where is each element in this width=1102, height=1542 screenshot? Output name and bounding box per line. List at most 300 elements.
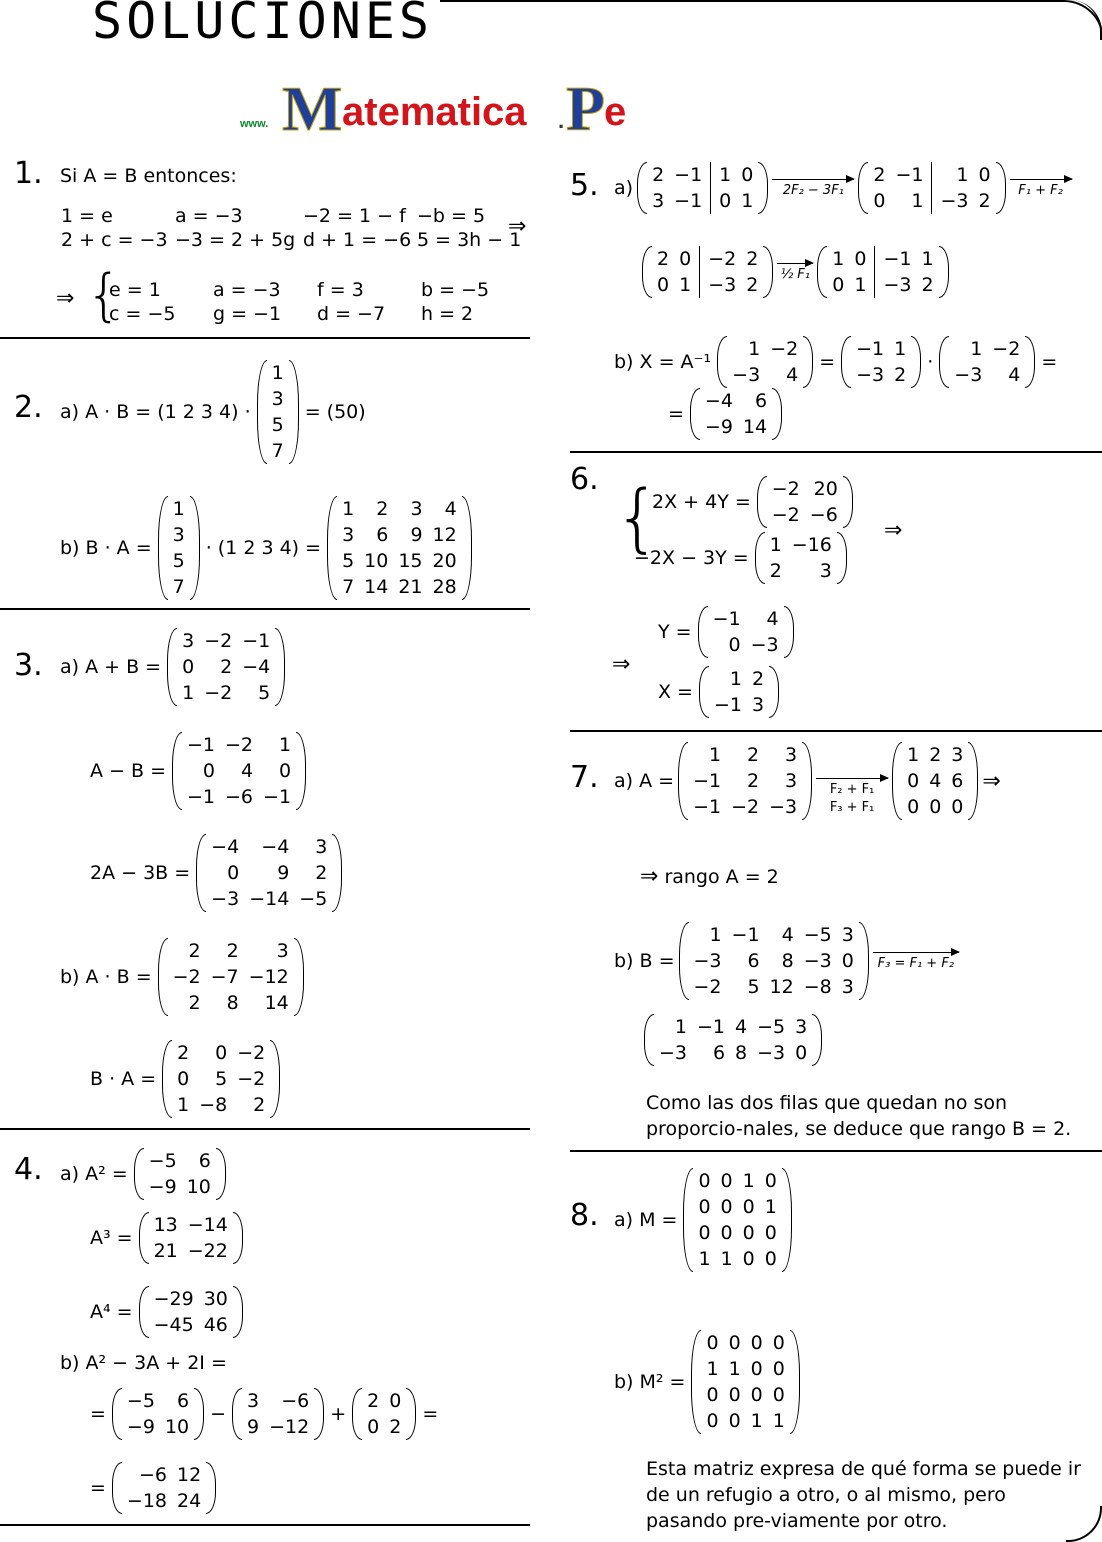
matrix-cell: −29	[153, 1288, 194, 1310]
matrix-cell: −3	[732, 364, 761, 386]
matrix-cell: −1	[712, 608, 741, 630]
matrix	[162, 1040, 280, 1118]
matrix-cell: 1	[772, 1410, 785, 1432]
matrix-cell: −6	[225, 786, 254, 808]
left-brace: {	[86, 263, 122, 328]
matrix-cell: 14	[364, 576, 389, 598]
matrix-cell: 2	[978, 190, 991, 212]
section-8-a: a) M = 0 0 1 0 0 0 0 1 0 0 0 0 1 1 0 0	[614, 1168, 792, 1272]
matrix-cell: 0	[182, 656, 195, 678]
matrix-cell: 2	[747, 770, 760, 792]
section-4-b-label: b) A² − 3A + 2I =	[60, 1352, 227, 1374]
matrix-cell: 3	[182, 630, 195, 652]
matrix-cell: −9	[704, 416, 733, 438]
section-4-number: 4.	[14, 1152, 43, 1187]
matrix-cell: 1	[729, 668, 742, 690]
matrix-cell: 1	[709, 924, 722, 946]
matrix	[717, 336, 813, 388]
section-4-b-expansion: = −5 6 −9 10 − 3 −6 9 −12 + 2 0 0 2 =	[90, 1390, 439, 1438]
section-3-ab: b) A · B = 2 2 3 −2 −7 −12 2 8 14	[60, 938, 304, 1016]
matrix-cell: 2	[367, 1390, 380, 1412]
matrix-cell: −3	[803, 950, 832, 972]
matrix-cell: 6	[755, 390, 768, 412]
matrix-cell: −2	[731, 796, 760, 818]
matrix-cell: −3	[954, 364, 983, 386]
matrix-cell: 1	[172, 498, 185, 520]
matrix-cell: 0	[742, 1196, 755, 1218]
matrix-cell: 14	[742, 416, 768, 438]
section-7-b: b) B = 1 −1 4 −5 3 −3 6 8 −3 0 −2 5 12 −8 3 F₃ = F₁ + F₂	[614, 922, 959, 1000]
section-3-linear: 2A − 3B = −4 −4 3 0 9 2 −3 −14 −5	[90, 834, 342, 912]
augmented-matrix	[637, 162, 768, 214]
matrix	[139, 1286, 243, 1338]
matrix-cell: −1	[693, 796, 722, 818]
matrix-cell: 1	[182, 682, 195, 704]
matrix-cell: 3	[785, 770, 798, 792]
matrix-cell: −2	[771, 504, 800, 526]
matrix-cell: −1	[731, 924, 760, 946]
product-matrix	[327, 496, 472, 600]
matrix-cell: −2	[992, 338, 1021, 360]
matrix-cell: 0	[750, 1332, 763, 1354]
matrix-cell: 2	[253, 1094, 266, 1116]
matrix-cell: −1	[890, 162, 932, 188]
matrix-cell: 14	[264, 992, 289, 1014]
matrix-cell: 2	[747, 744, 760, 766]
section-6-x: X = 1 2 −1 3	[658, 666, 779, 718]
matrix-cell: 4	[929, 770, 942, 792]
matrix	[939, 336, 1035, 388]
section-2-a: a) A · B = (1 2 3 4) · 1 3 5 7 = (50)	[60, 362, 366, 462]
matrix-cell: 4	[735, 1016, 748, 1038]
matrix-cell: 1	[708, 744, 722, 766]
matrix-cell: 5	[271, 414, 284, 436]
matrix-cell: 1	[728, 1358, 741, 1380]
matrix-cell: −2	[204, 630, 233, 652]
matrix-cell: 2	[746, 274, 759, 296]
matrix-cell: 4	[781, 924, 794, 946]
matrix-cell: 3	[342, 524, 355, 546]
matrix-cell: 9	[247, 1416, 260, 1438]
row-operation-arrow: 2F₂ − 3F₁	[772, 179, 854, 198]
section-1-solutions: e = 1 a = −3 f = 3 b = −5 c = −5 g = −1 d = −7 h = 2	[109, 279, 490, 325]
section-7-b-result	[644, 1014, 822, 1066]
matrix-cell: 0	[750, 1358, 763, 1380]
section-2-number: 2.	[14, 390, 43, 425]
matrix-cell: 0	[706, 1410, 719, 1432]
matrix-cell: 28	[432, 576, 457, 598]
matrix-cell: −3	[693, 950, 722, 972]
matrix-cell: 4	[240, 760, 254, 782]
matrix-cell: −4	[261, 836, 290, 858]
matrix	[691, 1330, 799, 1434]
matrix-cell: 2	[389, 1416, 402, 1438]
matrix-cell: 2	[873, 164, 886, 186]
matrix-cell: 3	[819, 560, 832, 582]
row-operation-arrow: F₁ + F₂	[1010, 179, 1072, 198]
matrix-cell: 5	[747, 976, 760, 998]
matrix-cell: −5	[803, 924, 832, 946]
matrix	[892, 742, 978, 820]
matrix-cell: −1	[242, 630, 271, 652]
matrix-cell: 2	[315, 862, 328, 884]
section-4-a2: a) A² = −5 6 −9 10	[60, 1148, 226, 1200]
matrix-cell: 0	[720, 1170, 733, 1192]
matrix-cell: 3	[410, 498, 423, 520]
matrix-cell: 2	[746, 248, 759, 270]
matrix-cell: −1	[697, 1016, 726, 1038]
matrix-cell: 1	[769, 534, 782, 556]
matrix-cell: 0	[929, 796, 942, 818]
matrix-cell: −4	[242, 656, 271, 678]
matrix	[755, 532, 847, 584]
matrix	[196, 834, 342, 912]
matrix-cell: 0	[698, 1170, 711, 1192]
matrix-cell: 5	[215, 1068, 228, 1090]
matrix-cell: 0	[873, 190, 886, 212]
matrix-cell: 8	[226, 992, 239, 1014]
matrix-cell: 13	[153, 1214, 178, 1236]
matrix	[232, 1388, 324, 1440]
matrix-cell: 0	[227, 862, 240, 884]
matrix-cell: 1	[907, 744, 920, 766]
divider	[0, 608, 530, 610]
matrix-cell: 4	[1008, 364, 1021, 386]
row-operation-arrow: ½ F₁	[777, 263, 813, 282]
column-matrix	[158, 496, 200, 600]
matrix-cell: 0	[706, 1332, 719, 1354]
matrix-cell: 0	[720, 1196, 733, 1218]
matrix-cell: −18	[126, 1490, 168, 1512]
matrix	[352, 1388, 416, 1440]
matrix-cell: 21	[398, 576, 423, 598]
section-4-b-result: = −6 12 −18 24	[90, 1462, 216, 1514]
matrix-cell: 0	[728, 1332, 741, 1354]
matrix-cell: 1	[720, 1248, 733, 1270]
section-8-text: Esta matriz expresa de qué forma se puede ir de un refugio a otro, o al mismo, pero pasando pre-viamente por otro.	[646, 1458, 1081, 1532]
matrix-cell: 1	[342, 498, 355, 520]
matrix-cell: 1	[832, 248, 845, 270]
matrix-cell: 1	[750, 1410, 763, 1432]
matrix	[683, 1168, 791, 1272]
matrix-cell: 0	[849, 246, 875, 272]
matrix-cell: 6	[951, 770, 964, 792]
matrix-cell: 1	[698, 1248, 711, 1270]
matrix-cell: 1	[177, 1094, 190, 1116]
matrix-cell: 0	[907, 796, 920, 818]
matrix-cell: 10	[186, 1176, 211, 1198]
matrix-cell: −2	[204, 682, 233, 704]
matrix-cell: 1	[748, 338, 761, 360]
matrix	[167, 628, 285, 706]
section-2-b: b) B · A = 1 3 5 7 · (1 2 3 4) = 1 2 3 4 3 6 9 12 5 10 15 20 7 14 21 28	[60, 496, 472, 600]
matrix-cell: 21	[153, 1240, 178, 1262]
matrix-cell: 8	[781, 950, 794, 972]
matrix-cell: 2	[652, 164, 665, 186]
matrix-cell: 0	[841, 950, 854, 972]
section-6-eq1: 2X + 4Y = −2 20 −2 −6	[652, 476, 853, 528]
matrix-cell: 0	[389, 1390, 402, 1412]
matrix	[678, 742, 812, 820]
section-5-a-step2	[642, 246, 949, 298]
matrix-cell: 0	[202, 760, 216, 782]
matrix-cell: 5	[258, 682, 271, 704]
divider	[570, 730, 1102, 732]
matrix-cell: 12	[769, 976, 794, 998]
section-8-b: b) M² = 0 0 0 0 1 1 0 0 0 0 0 0 0 0 1 1	[614, 1330, 800, 1434]
matrix-cell: 0	[706, 1384, 719, 1406]
matrix-cell: −5	[757, 1016, 786, 1038]
matrix-cell: −2	[771, 478, 800, 500]
matrix-cell: 0	[657, 274, 670, 296]
section-1-intro: Si A = B entonces:	[60, 165, 237, 187]
matrix-cell: 2	[188, 940, 201, 962]
section-7-text: Como las dos filas que quedan no son proporcio-nales, se deduce que rango B = 2.	[646, 1092, 1072, 1140]
matrix-cell: −8	[803, 976, 832, 998]
matrix-cell: 6	[376, 524, 389, 546]
section-5-a-step1: a) 2 −1 1 0 3 −1 0 1 2F₂ − 3F₁ 2 −1 1 0 0 1 −3 2 F₁ + F₂	[614, 162, 1072, 214]
matrix-cell: 0	[215, 1042, 228, 1064]
matrix-cell: 0	[795, 1042, 808, 1064]
matrix-cell: 30	[203, 1288, 228, 1310]
matrix-cell: 46	[203, 1314, 228, 1336]
matrix-cell: 1	[764, 1196, 777, 1218]
matrix-cell: −2	[237, 1068, 266, 1090]
matrix-cell: 3	[785, 744, 798, 766]
matrix-cell: 0	[832, 274, 845, 296]
matrix-cell: −5	[148, 1150, 177, 1172]
matrix-cell: 4	[444, 498, 457, 520]
matrix	[698, 606, 794, 658]
matrix-cell: −6	[139, 1464, 168, 1486]
page-corner-frame	[440, 0, 1102, 40]
matrix-cell: −1	[883, 248, 912, 270]
matrix-cell: 12	[432, 524, 457, 546]
matrix-cell: 10	[164, 1416, 190, 1438]
section-5-b: b) X = A⁻¹ 1 −2 −3 4 = −1 1 −3 2 · 1 −2 −3 4 =	[614, 338, 1058, 386]
matrix-cell: −1	[693, 770, 722, 792]
matrix-cell: 3	[752, 694, 765, 716]
matrix-cell: 0	[764, 1248, 777, 1270]
matrix-cell: −7	[210, 966, 239, 988]
matrix	[134, 1148, 226, 1200]
matrix-cell: 0	[728, 1384, 741, 1406]
implies-symbol: ⇒	[56, 286, 75, 311]
matrix-cell: 1	[271, 362, 284, 384]
matrix-cell: 1	[956, 164, 969, 186]
matrix-cell: −3	[750, 634, 779, 656]
corner-curve	[1060, 0, 1102, 44]
matrix-cell: 0	[278, 760, 292, 782]
matrix-cell: −45	[153, 1314, 194, 1336]
matrix-cell: −14	[187, 1214, 228, 1236]
matrix-cell: 0	[698, 1196, 711, 1218]
matrix-cell: −22	[187, 1240, 228, 1262]
divider	[0, 1524, 530, 1526]
matrix-cell: 1	[741, 190, 754, 212]
matrix-cell: 1	[849, 272, 875, 298]
section-8-number: 8.	[570, 1198, 599, 1233]
matrix	[841, 336, 921, 388]
implies-symbol: ⇒	[884, 518, 903, 543]
matrix-cell: −3	[708, 274, 737, 296]
matrix-cell: −2	[225, 734, 254, 756]
section-5-number: 5.	[570, 168, 599, 203]
matrix-cell: 7	[172, 576, 185, 598]
matrix-cell: −3	[757, 1042, 786, 1064]
section-1-number: 1.	[14, 156, 43, 191]
matrix-cell: 1	[278, 734, 292, 756]
matrix-cell: −1	[669, 162, 711, 188]
implies-symbol: ⇒	[508, 214, 527, 239]
matrix	[690, 388, 782, 440]
matrix-cell: 0	[728, 1410, 741, 1432]
section-1-equations: 1 = e a = −3 −2 = 1 − f −b = 5 2 + c = −3 −3 = 2 + 5g d + 1 = −6 5 = 3h − 1	[61, 205, 522, 251]
matrix-cell: 3	[276, 940, 289, 962]
matrix-cell: 6	[177, 1390, 190, 1412]
matrix	[112, 1462, 216, 1514]
matrix-cell: 3	[795, 1016, 808, 1038]
matrix-cell: 3	[247, 1390, 260, 1412]
matrix-cell: −4	[211, 836, 240, 858]
matrix-cell: −2	[693, 976, 722, 998]
matrix-cell: 15	[398, 550, 423, 572]
section-7-number: 7.	[570, 760, 599, 795]
matrix-cell: −1	[187, 786, 216, 808]
matrix-cell: −1	[263, 786, 292, 808]
matrix-cell: 2	[188, 992, 201, 1014]
matrix-cell: 1	[706, 1358, 719, 1380]
matrix-cell: 2	[376, 498, 389, 520]
section-6-y: Y = −1 4 0 −3	[658, 606, 794, 658]
matrix-cell: 9	[410, 524, 423, 546]
matrix-cell: 0	[698, 1222, 711, 1244]
matrix-cell: 0	[728, 634, 741, 656]
matrix-cell: 0	[772, 1332, 785, 1354]
matrix-cell: −2	[770, 338, 799, 360]
matrix-cell: 0	[741, 164, 754, 186]
divider	[570, 1150, 1102, 1152]
matrix	[139, 1212, 243, 1264]
matrix-cell: 2	[220, 656, 233, 678]
matrix-cell: 3	[841, 976, 854, 998]
matrix-cell: −1	[713, 694, 742, 716]
section-6-eq2: −2X − 3Y = 1 −16 2 3	[634, 532, 847, 584]
matrix-cell: 2	[177, 1042, 190, 1064]
matrix-cell: −1	[856, 338, 885, 360]
matrix-cell: 3	[271, 388, 284, 410]
matrix-cell: −1	[187, 734, 216, 756]
matrix-cell: −3	[883, 274, 912, 296]
matrix-cell: 0	[719, 190, 732, 212]
matrix-cell: 3	[841, 924, 854, 946]
matrix-cell: 1	[894, 338, 907, 360]
matrix-cell: 0	[772, 1358, 785, 1380]
section-3-ba: B · A = 2 0 −2 0 5 −2 1 −8 2	[90, 1040, 280, 1118]
matrix-cell: 2	[921, 274, 934, 296]
matrix-cell: 1	[890, 188, 932, 214]
matrix-cell: −3	[211, 888, 240, 910]
matrix-cell: 5	[342, 550, 355, 572]
section-6-number: 6.	[570, 462, 599, 497]
matrix-cell: −3	[856, 364, 885, 386]
matrix-cell: −2	[172, 966, 201, 988]
matrix-cell: −12	[248, 966, 289, 988]
matrix	[699, 666, 779, 718]
row-operation-arrow: F₃ = F₁ + F₂	[873, 952, 959, 971]
matrix-cell: 1	[970, 338, 983, 360]
matrix-cell: −3	[769, 796, 798, 818]
matrix-cell: 1	[719, 164, 732, 186]
matrix-cell: 3	[172, 524, 185, 546]
matrix-cell: −9	[148, 1176, 177, 1198]
matrix-cell: 7	[271, 440, 284, 462]
matrix-cell: 1	[674, 1016, 688, 1038]
matrix-cell: −3	[659, 1042, 688, 1064]
divider	[0, 1128, 530, 1130]
matrix-cell: −6	[809, 504, 838, 526]
matrix-cell: −9	[126, 1416, 155, 1438]
augmented-matrix	[642, 246, 773, 298]
matrix-cell: 0	[720, 1222, 733, 1244]
matrix-cell: 8	[735, 1042, 748, 1064]
matrix-cell: 4	[766, 608, 779, 630]
matrix-cell: 20	[813, 478, 838, 500]
matrix	[112, 1388, 204, 1440]
matrix-cell: 0	[674, 246, 700, 272]
matrix-cell: −1	[669, 188, 711, 214]
matrix-cell: 3	[315, 836, 328, 858]
matrix-cell: −2	[237, 1042, 266, 1064]
matrix-cell: 0	[177, 1068, 190, 1090]
matrix-cell: 9	[277, 862, 290, 884]
matrix-cell: 24	[177, 1490, 202, 1512]
matrix-cell: −6	[281, 1390, 310, 1412]
matrix-cell: 2	[894, 364, 907, 386]
matrix-cell: 2	[226, 940, 239, 962]
matrix-cell: 4	[786, 364, 799, 386]
section-7-rank-a: ⇒ rango A = 2	[640, 864, 779, 889]
matrix	[158, 938, 304, 1016]
matrix-cell: 10	[364, 550, 389, 572]
matrix-cell: 12	[177, 1464, 202, 1486]
matrix-cell: −16	[791, 534, 832, 556]
augmented-matrix	[817, 246, 948, 298]
top-rule	[440, 0, 1060, 2]
matrix-cell: 0	[764, 1170, 777, 1192]
matrix-cell: 6	[747, 950, 760, 972]
matrix	[644, 1014, 822, 1066]
matrix-cell: 2	[929, 744, 942, 766]
matrix-cell: 6	[712, 1042, 726, 1064]
matrix-cell: −4	[704, 390, 733, 412]
matrix-cell: 0	[742, 1248, 755, 1270]
matrix-cell: 6	[198, 1150, 211, 1172]
matrix	[757, 476, 853, 528]
matrix-cell: 3	[652, 190, 665, 212]
matrix-cell: 1	[921, 248, 934, 270]
left-brace: {	[614, 475, 662, 561]
section-5-b-result: = −4 6 −9 14	[668, 388, 782, 440]
row-operation-arrow: F₂ + F₁ F₃ + F₁	[816, 778, 888, 815]
matrix-cell: 0	[764, 1222, 777, 1244]
matrix-cell: 1	[674, 272, 700, 298]
matrix-cell: −12	[269, 1416, 310, 1438]
matrix-cell: 0	[907, 770, 920, 792]
matrix	[172, 732, 306, 810]
matrix-cell: 1	[742, 1170, 755, 1192]
matrix	[679, 922, 869, 1000]
